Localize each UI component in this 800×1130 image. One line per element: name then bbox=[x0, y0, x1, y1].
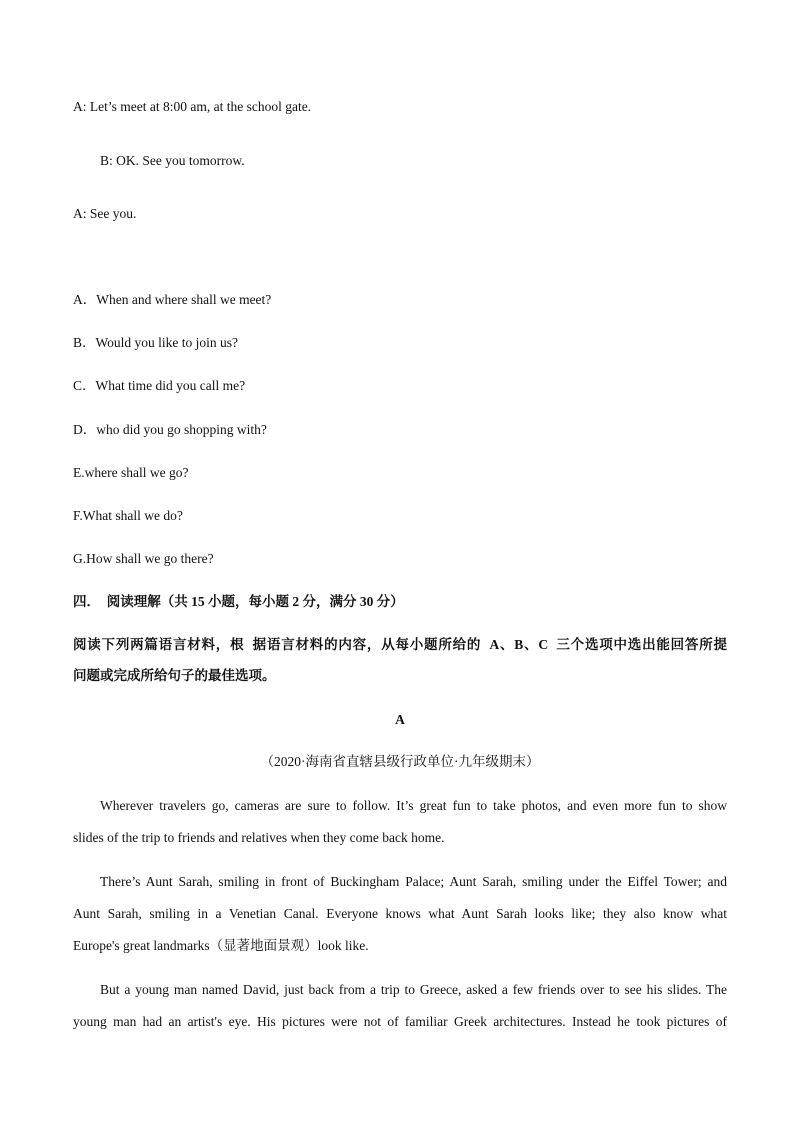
instruction-line-2: 问题或完成所给句子的最佳选项。 bbox=[73, 668, 276, 683]
paragraph-3-line-2: young man had an artist's eye. His pictures were not of familiar Greek architectures. Instead he took pictures of bbox=[73, 1014, 727, 1029]
paragraph-3-line-1: But a young man named David, just back from a trip to Greece, asked a few friends over to see his slides. The bbox=[100, 982, 727, 997]
paragraph-1-line-1: Wherever travelers go, cameras are sure to follow. It’s great fun to take photos, and even more fun to show bbox=[100, 798, 727, 813]
paragraph-2-line-1: There’s Aunt Sarah, smiling in front of Buckingham Palace; Aunt Sarah, smiling under the Eiffel Tower; and bbox=[100, 874, 727, 889]
passage-letter: A bbox=[395, 712, 405, 727]
option-b: B．Would you like to join us? bbox=[73, 335, 239, 350]
paragraph-1-line-2: slides of the trip to friends and relatives when they come back home. bbox=[73, 830, 445, 845]
section-heading: 四． 阅读理解（共 15 小题，每小题 2 分，满分 30 分） bbox=[73, 594, 404, 609]
option-e: E.where shall we go? bbox=[73, 465, 189, 480]
passage-source: （2020·海南省直辖县级行政单位·九年级期末） bbox=[260, 754, 540, 769]
option-f: F.What shall we do? bbox=[73, 508, 183, 523]
option-a: A．When and where shall we meet? bbox=[73, 292, 272, 307]
instruction-line-1: 阅读下列两篇语言材料，根 据语言材料的内容，从每小题所给的 A、B、C 三个选项中选出能回答所提 bbox=[73, 637, 727, 652]
option-c: C．What time did you call me? bbox=[73, 378, 246, 393]
paragraph-2-line-2: Aunt Sarah, smiling in a Venetian Canal. Everyone knows what Aunt Sarah looks like; they also know what bbox=[73, 906, 727, 921]
option-d: D．who did you go shopping with? bbox=[73, 422, 267, 437]
option-g: G.How shall we go there? bbox=[73, 551, 214, 566]
paragraph-2-line-3: Europe's great landmarks（显著地面景观）look like. bbox=[73, 938, 369, 953]
dialogue-line-a2: A: See you. bbox=[73, 206, 137, 221]
dialogue-line-b: B: OK. See you tomorrow. bbox=[100, 153, 245, 168]
dialogue-line-a1: A: Let’s meet at 8:00 am, at the school gate. bbox=[73, 99, 312, 114]
